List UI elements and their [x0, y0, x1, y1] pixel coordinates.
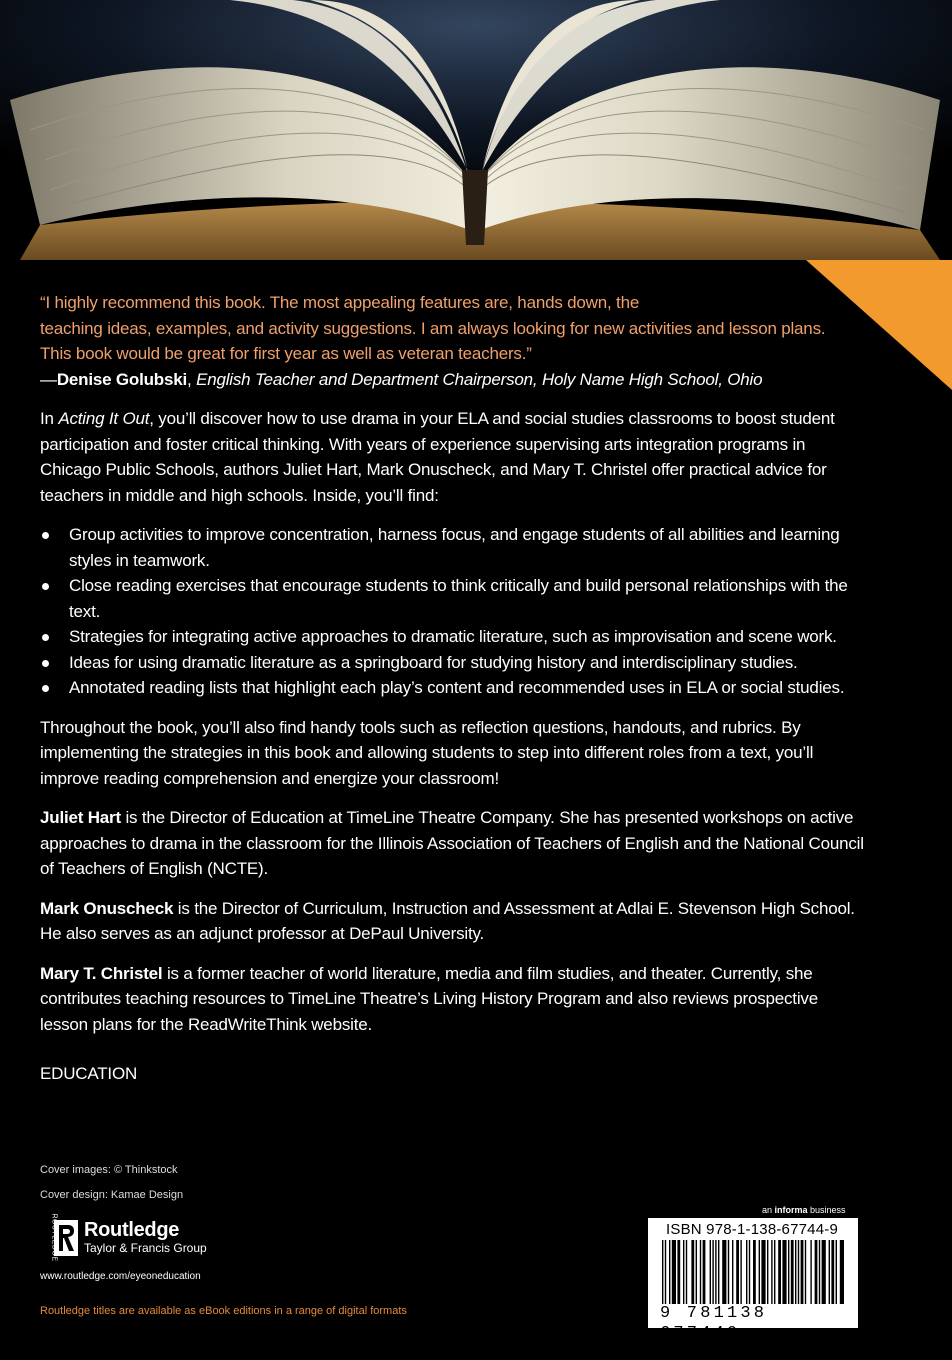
barcode-bar	[815, 1240, 818, 1304]
author-bio-text: is the Director of Education at TimeLine Theatre Company. She has presented workshops on active approaches to drama in the classroom for the Illinois Association of Teachers of English and the National Council of Teachers of English (NCTE).	[40, 808, 864, 878]
barcode-bar	[662, 1240, 663, 1304]
barcode-bar	[778, 1240, 781, 1304]
intro-paragraph	[40, 406, 870, 508]
barcode-bar	[759, 1240, 760, 1304]
barcode-bar	[718, 1240, 719, 1304]
barcode-bar	[703, 1240, 706, 1304]
publisher-logo	[40, 1213, 207, 1262]
quote-line: This book would be great for first year as well as veteran teachers.”	[40, 344, 532, 363]
barcode-bar	[740, 1240, 741, 1304]
testimonial-attribution	[40, 367, 870, 393]
logo-text	[84, 1220, 207, 1256]
barcode-bar	[728, 1240, 729, 1304]
intro-pre: In	[40, 409, 59, 428]
side-text: ROUTLEDGE	[50, 1213, 58, 1262]
testimonial-author: Denise Golubski	[56, 369, 188, 389]
publisher-group: Taylor & Francis Group	[84, 1241, 207, 1255]
book-title: Acting It Out	[58, 409, 150, 428]
author-bio	[40, 896, 870, 947]
list-item: Close reading exercises that encourage students to think critically and build personal relationships with the text.	[40, 573, 870, 624]
tools-paragraph: Throughout the book, you’ll also find handy tools such as reflection questions, handouts, and rubrics. By implementing the strategies in this book and allowing students to step into different roles from a text, you’ll improve reading comprehension and energize your classroom!	[40, 717, 814, 788]
barcode-bar	[801, 1240, 804, 1304]
barcode-bar	[746, 1240, 747, 1304]
author-bio-text: is a former teacher of world literature, media and film studies, and theater. Currently, she contributes teaching resources to TimeLine Theatre’s Living History Program and also reviews prospective lesson plans for the ReadWriteThink website.	[40, 963, 818, 1034]
barcode-bar	[691, 1240, 694, 1304]
comma-sep: ,	[187, 369, 197, 389]
isbn-barcode	[648, 1218, 858, 1343]
barcode-bar	[836, 1240, 837, 1304]
barcode-bar	[715, 1240, 716, 1304]
barcode-bar	[686, 1240, 687, 1304]
barcode-bar	[782, 1240, 786, 1304]
list-item: Group activities to improve concentration, harness focus, and engage students of all abilities and learning styles in teamwork.	[40, 522, 870, 573]
publisher-name: Routledge	[84, 1219, 180, 1241]
informa-pre: an	[762, 1205, 775, 1215]
routledge-r-icon	[54, 1220, 78, 1256]
cover-credits	[40, 1162, 183, 1212]
author-bio-text: is the Director of Curriculum, Instruction and Assessment at Adlai E. Stevenson High School. He also serves as an adjunct professor at DePaul University.	[40, 898, 855, 943]
barcode-bar	[761, 1240, 765, 1304]
informa-bold: informa	[774, 1205, 808, 1215]
cover-design-credit: Cover design: Kamae Design	[40, 1189, 184, 1201]
logo-side-text	[40, 1213, 58, 1262]
barcode-digits: 9 781138 677449	[660, 1304, 768, 1343]
barcode-bar	[822, 1240, 826, 1304]
back-cover-text	[40, 290, 870, 1087]
category-label: EDUCATION	[40, 1064, 138, 1083]
barcode-bar	[795, 1240, 796, 1304]
informa-post: business	[807, 1205, 846, 1215]
ebook-note: Routledge titles are available as eBook editions in a range of digital formats	[40, 1305, 407, 1317]
intro-post: , you’ll discover how to use drama in your ELA and social studies classrooms to boost student participation and foster critical thinking. With years of experience supervising arts integration programs in Chicago Public Schools, authors Juliet Hart, Mark Onuscheck, and Mary T. Christel offer practical advice for teachers in middle and high schools. Inside, you’ll find:	[40, 409, 835, 505]
barcode-bar	[771, 1240, 772, 1304]
publisher-website[interactable]: www.routledge.com/eyeoneducation	[40, 1271, 201, 1282]
barcode-bar	[672, 1240, 676, 1304]
barcode-bar	[791, 1240, 794, 1304]
em-dash: —	[40, 369, 57, 389]
barcode-bar	[710, 1240, 711, 1304]
barcode-bar	[829, 1240, 830, 1304]
barcode-bar	[677, 1240, 680, 1304]
barcode-bar	[749, 1240, 750, 1304]
list-item: Annotated reading lists that highlight each play’s content and recommended uses in ELA or social studies.	[40, 675, 870, 701]
isbn-label: ISBN 978-1-138-67744-9	[666, 1221, 839, 1238]
barcode-bar	[767, 1240, 768, 1304]
barcode-bars	[660, 1240, 846, 1306]
barcode-bar	[840, 1240, 844, 1304]
barcode-bar	[669, 1240, 670, 1304]
barcode-bar	[805, 1240, 806, 1304]
barcode-bar	[732, 1240, 733, 1304]
testimonial-quote	[40, 290, 870, 367]
list-item: Ideas for using dramatic literature as a springboard for studying history and interdisciplinary studies.	[40, 650, 870, 676]
barcode-bar	[683, 1240, 684, 1304]
author-name: Juliet Hart	[40, 808, 121, 827]
barcode-bar	[700, 1240, 701, 1304]
author-name: Mark Onuscheck	[40, 898, 174, 918]
barcode-bar	[831, 1240, 834, 1304]
barcode-bar	[788, 1240, 789, 1304]
informa-tagline	[762, 1205, 846, 1215]
barcode-bar	[696, 1240, 697, 1304]
feature-list	[40, 522, 870, 701]
barcode-bar	[819, 1240, 820, 1304]
barcode-bar	[774, 1240, 775, 1304]
barcode-bar	[736, 1240, 739, 1304]
testimonial-role: English Teacher and Department Chairperson, Holy Name High School, Ohio	[196, 369, 763, 389]
author-name: Mary T. Christel	[40, 963, 163, 983]
barcode-bar	[712, 1240, 713, 1304]
cover-photo-open-book	[0, 0, 952, 260]
barcode-bar	[810, 1240, 811, 1304]
author-bio	[40, 961, 870, 1038]
barcode-bar	[753, 1240, 756, 1304]
quote-line: “I highly recommend this book. The most appealing features are, hands down, the	[40, 293, 640, 312]
list-item: Strategies for integrating active approaches to dramatic literature, such as improvisation and scene work.	[40, 624, 870, 650]
barcode-bar	[722, 1240, 726, 1304]
quote-line: teaching ideas, examples, and activity suggestions. I am always looking for new activities and lesson plans.	[40, 318, 826, 338]
cover-images-credit: Cover images: © Thinkstock	[40, 1164, 178, 1176]
author-bio	[40, 805, 870, 882]
barcode-bar	[665, 1240, 666, 1304]
barcode-bar	[798, 1240, 799, 1304]
